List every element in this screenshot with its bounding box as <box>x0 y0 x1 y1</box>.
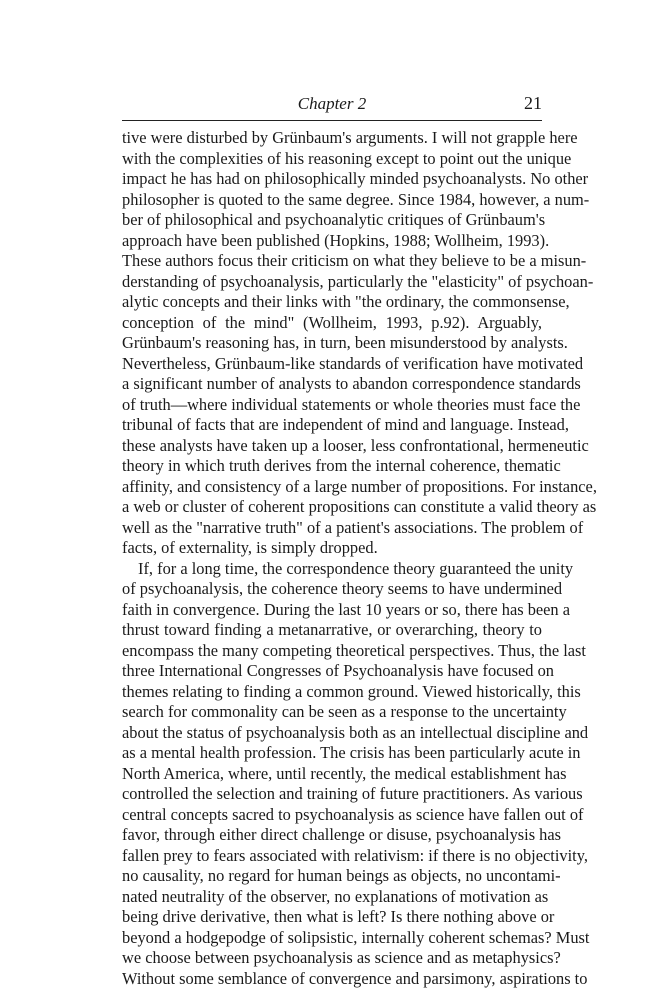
text-line: tribunal of facts that are independent of mind and language. Instead, <box>122 415 569 434</box>
paragraph <box>122 558 590 990</box>
text-line: central concepts sacred to psychoanalysis as science have fallen out of <box>122 804 584 824</box>
text-line: nated neutrality of the observer, no explanations of motivation as <box>122 886 549 906</box>
chapter-title: Chapter 2 <box>297 94 367 113</box>
text-line: well as the "narrative truth" of a patient's associations. The problem of <box>122 517 584 537</box>
text-line: derstanding of psychoanalysis, particularly the "elasticity" of psychoan- <box>122 271 594 291</box>
text-line: theory in which truth derives from the internal coherence, thematic <box>122 456 561 475</box>
text-line: North America, where, until recently, the medical establishment has <box>122 763 567 783</box>
running-header <box>122 92 542 121</box>
text-line: encompass the many competing theoretical perspectives. Thus, the last <box>122 640 586 660</box>
text-line: we choose between psychoanalysis as science and as metaphysics? <box>122 948 561 967</box>
text-line: affinity, and consistency of a large number of propositions. For instance, <box>122 476 597 496</box>
text-line: controlled the selection and training of future practitioners. As various <box>122 784 583 803</box>
text-line: approach have been published (Hopkins, 1988; Wollheim, 1993). <box>122 230 550 250</box>
text-line: If, for a long time, the correspondence theory guaranteed the unity <box>138 558 574 578</box>
text-line: philosopher is quoted to the same degree. Since 1984, however, a num- <box>122 189 590 209</box>
text-line: These authors focus their criticism on what they believe to be a misun- <box>122 251 587 270</box>
text-line: Nevertheless, Grünbaum-like standards of verification have motivated <box>122 353 584 373</box>
text-line: as a mental health profession. The crisis has been particularly acute in <box>122 743 581 762</box>
text-line: of psychoanalysis, the coherence theory seems to have undermined <box>122 579 563 598</box>
text-line: these analysts have taken up a looser, less confrontational, hermeneutic <box>122 435 589 455</box>
text-line: impact he has had on philosophically minded psychoanalysts. No other <box>122 169 589 188</box>
paragraph <box>122 128 597 559</box>
text-line: themes relating to finding a common ground. Viewed historically, this <box>122 681 581 701</box>
text-line: thrust toward finding a metanarrative, or overarching, theory to <box>122 620 542 639</box>
text-line: favor, through either direct challenge or disuse, psychoanalysis has <box>122 825 562 844</box>
text-line: about the status of psychoanalysis both as an intellectual discipline and <box>122 722 589 742</box>
text-line: tive were disturbed by Grünbaum's arguments. I will not grapple here <box>122 128 578 147</box>
page-number: 21 <box>524 93 542 113</box>
text-line: facts, of externality, is simply dropped. <box>122 538 378 557</box>
text-line: Without some semblance of convergence and parsimony, aspirations to <box>122 968 588 988</box>
text-line: conception of the mind" (Wollheim, 1993, p.92). Arguably, <box>122 312 542 332</box>
text-line: faith in convergence. During the last 10 years or so, there has been a <box>122 599 571 619</box>
text-line: fallen prey to fears associated with relativism: if there is no objectivity, <box>122 845 588 865</box>
text-line: search for commonality can be seen as a response to the uncertainty <box>122 702 567 721</box>
text-line: alytic concepts and their links with "the ordinary, the commonsense, <box>122 292 570 311</box>
body-text <box>122 128 597 989</box>
text-line: three International Congresses of Psychoanalysis have focused on <box>122 661 554 680</box>
text-line: no causality, no regard for human beings as objects, no uncontami- <box>122 866 561 885</box>
text-line: a significant number of analysts to abandon correspondence standards <box>122 374 581 393</box>
text-line: Grünbaum's reasoning has, in turn, been misunderstood by analysts. <box>122 333 568 352</box>
text-line: being drive derivative, then what is left? Is there nothing above or <box>122 907 555 926</box>
text-line: ber of philosophical and psychoanalytic critiques of Grünbaum's <box>122 210 546 229</box>
text-line: of truth—where individual statements or whole theories must face the <box>122 394 581 414</box>
text-line: a web or cluster of coherent propositions can constitute a valid theory as <box>122 497 597 516</box>
text-line: with the complexities of his reasoning except to point out the unique <box>122 148 572 168</box>
text-line: beyond a hodgepodge of solipsistic, internally coherent schemas? Must <box>122 927 590 947</box>
